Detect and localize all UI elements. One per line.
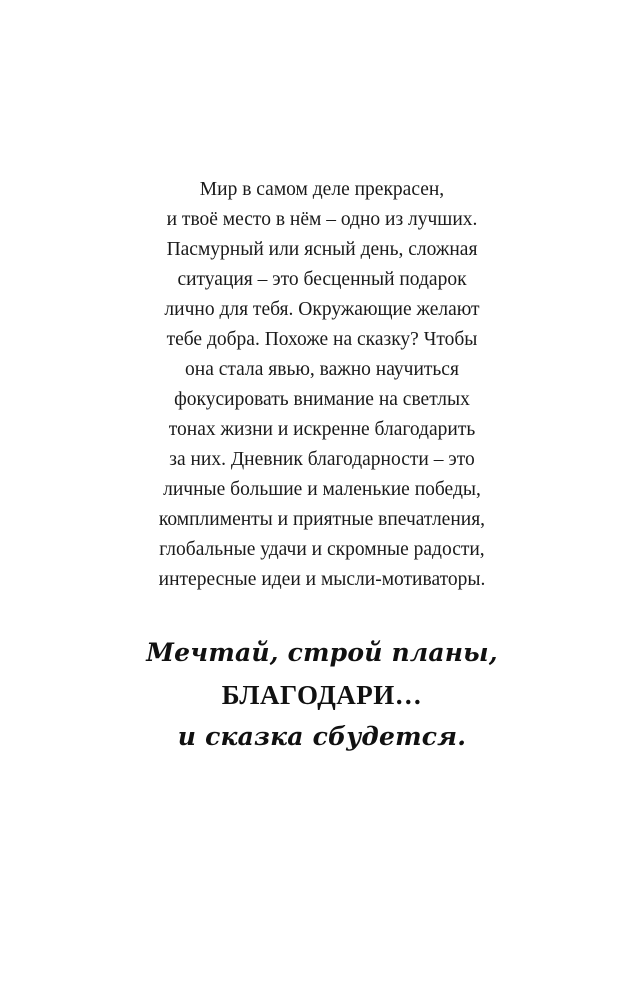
paragraph-line: тонах жизни и искренне благодарить: [168, 419, 476, 440]
paragraph-line: лично для тебя. Окружающие желают: [164, 299, 480, 320]
paragraph-line: глобальные удачи и скромные радости,: [159, 539, 485, 560]
motto-block: [0, 632, 644, 758]
paragraph-line: тебе добра. Похоже на сказку? Чтобы: [166, 329, 478, 350]
body-paragraph: [0, 175, 644, 595]
paragraph-line: и твоё место в нём – одно из лучших.: [166, 209, 478, 230]
paragraph-line: Пасмурный или ясный день, сложная: [166, 239, 478, 260]
paragraph-line: личные большие и маленькие победы,: [163, 479, 481, 500]
paragraph-line: комплименты и приятные впечатления,: [158, 509, 486, 530]
motto-line-emphasis: БЛАГОДАРИ…: [221, 680, 423, 710]
paragraph-line: она стала явью, важно научиться: [185, 359, 459, 380]
paragraph-line: фокусировать внимание на светлых: [174, 389, 470, 410]
paragraph-line: интересные идеи и мысли-мотиваторы.: [158, 569, 486, 590]
motto-line: Мечтай, строй планы,: [146, 638, 498, 667]
paragraph-line: ситуация – это бесценный подарок: [177, 269, 467, 290]
paragraph-line: за них. Дневник благодарности – это: [169, 449, 475, 470]
motto-line: и сказка сбудется.: [177, 722, 467, 751]
paragraph-line: Мир в самом деле прекрасен,: [199, 179, 445, 200]
